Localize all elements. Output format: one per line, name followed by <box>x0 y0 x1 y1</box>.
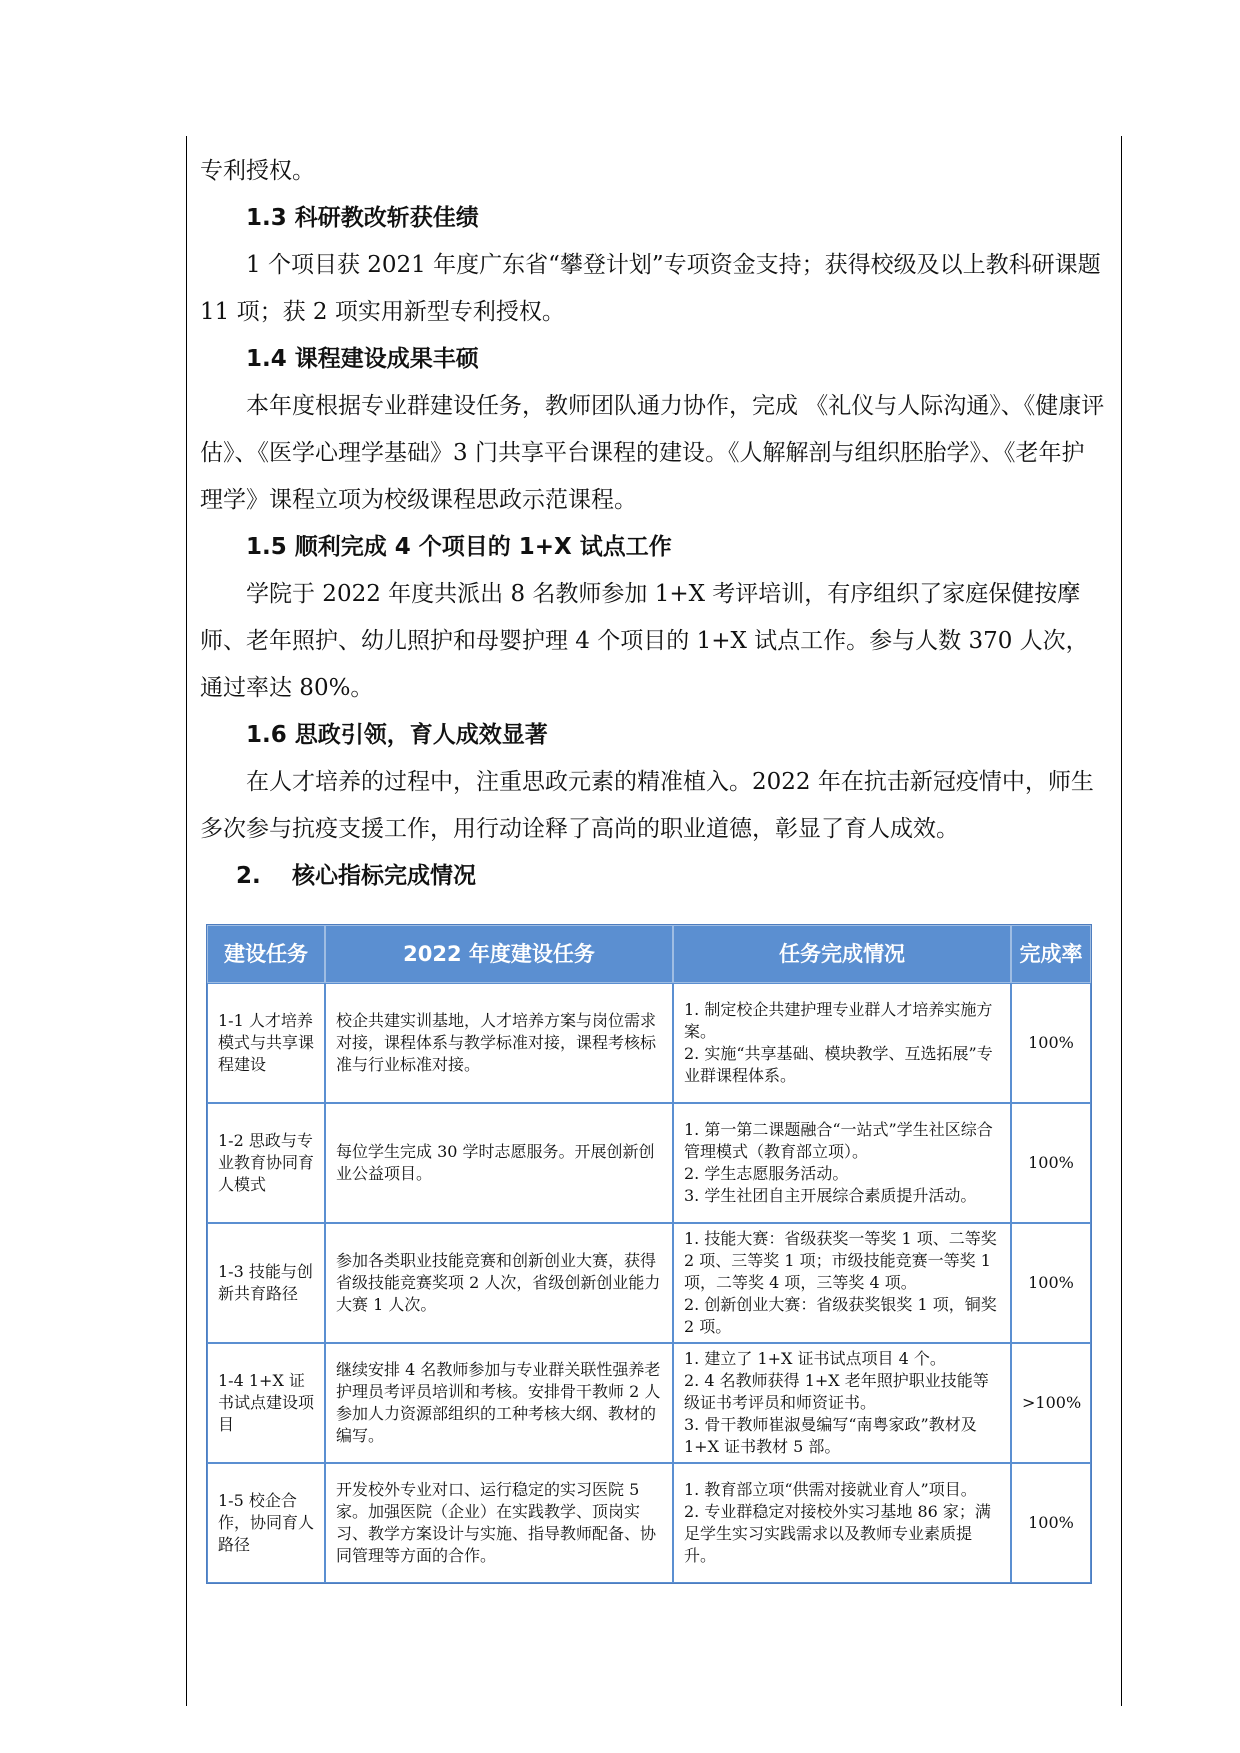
done-item: 1. 制定校企共建护理专业群人才培养实施方案。 <box>684 1000 993 1041</box>
table-row <box>207 1103 1091 1223</box>
done-item: 1. 教育部立项“供需对接就业育人”项目。 <box>684 1480 977 1499</box>
heading-1-4: 1.4 课程建设成果丰硕 <box>246 346 479 372</box>
done-item: 1. 建立了 1+X 证书试点项目 4 个。 <box>684 1349 946 1368</box>
cell-task: 1-2 思政与专业教育协同育人模式 <box>207 1103 325 1223</box>
done-item: 1. 技能大赛：省级获奖一等奖 1 项、二等奖 2 项、三等奖 1 项；市级技能竞赛一等奖 1 项，二等奖 4 项，三等奖 4 项。 <box>684 1229 997 1292</box>
section-number: 2. <box>236 863 261 889</box>
cell-task: 1-5 校企合作，协同育人路径 <box>207 1463 325 1583</box>
cell-task: 1-4 1+X 证书试点建设项目 <box>207 1343 325 1463</box>
table-row <box>207 1343 1091 1463</box>
cell-done <box>673 983 1011 1103</box>
header-done: 任务完成情况 <box>673 925 1011 983</box>
paragraph-continuation: 专利授权。 <box>200 158 315 184</box>
paragraph-1-3: 1 个项目获 2021 年度广东省“攀登计划”专项资金支持；获得校级及以上教科研课题 11 项；获 2 项实用新型专利授权。 <box>200 252 1101 325</box>
table-row <box>207 983 1091 1103</box>
done-item: 1. 第一第二课题融合“一站式”学生社区综合管理模式（教育部立项）。 <box>684 1120 993 1161</box>
paragraph-1-4: 本年度根据专业群建设任务，教师团队通力协作，完成 《礼仪与人际沟通》、《健康评估》、《医学心理学基础》3 门共享平台课程的建设。《人解解剖与组织胚胎学》、《老年护理学》课程立项为校级课程思政示范课程。 <box>200 393 1105 513</box>
done-item: 2. 4 名教师获得 1+X 老年照护职业技能等级证书考评员和师资证书。 <box>684 1371 989 1412</box>
heading-1-3: 1.3 科研教改斩获佳绩 <box>246 205 479 231</box>
done-item: 2. 专业群稳定对接校外实习基地 86 家；满足学生实习实践需求以及教师专业素质提升。 <box>684 1502 991 1565</box>
table-header-row <box>207 925 1091 983</box>
cell-rate: >100% <box>1011 1343 1091 1463</box>
header-rate: 完成率 <box>1011 925 1091 983</box>
core-indicator-table <box>206 924 1092 1584</box>
cell-plan: 参加各类职业技能竞赛和创新创业大赛，获得省级技能竞赛奖项 2 人次，省级创新创业能力大赛 1 人次。 <box>325 1223 673 1343</box>
cell-done <box>673 1103 1011 1223</box>
table-row <box>207 1463 1091 1583</box>
header-task: 建设任务 <box>207 925 325 983</box>
cell-plan: 每位学生完成 30 学时志愿服务。开展创新创业公益项目。 <box>325 1103 673 1223</box>
done-item: 3. 骨干教师崔淑曼编写“南粤家政”教材及 1+X 证书教材 5 部。 <box>684 1415 977 1456</box>
cell-rate: 100% <box>1011 983 1091 1103</box>
done-item: 3. 学生社团自主开展综合素质提升活动。 <box>684 1186 977 1205</box>
heading-section-2 <box>200 853 1106 900</box>
header-plan: 2022 年度建设任务 <box>325 925 673 983</box>
document-body <box>200 148 1106 900</box>
done-item: 2. 学生志愿服务活动。 <box>684 1164 849 1183</box>
section-title: 核心指标完成情况 <box>292 863 476 889</box>
cell-task: 1-1 人才培养模式与共享课程建设 <box>207 983 325 1103</box>
heading-1-6: 1.6 思政引领，育人成效显著 <box>246 722 548 748</box>
table-row <box>207 1223 1091 1343</box>
cell-done <box>673 1343 1011 1463</box>
cell-plan: 继续安排 4 名教师参加与专业群关联性强养老护理员考评员培训和考核。安排骨干教师 2 人参加人力资源部组织的工种考核大纲、教材的编写。 <box>325 1343 673 1463</box>
cell-done <box>673 1223 1011 1343</box>
heading-1-5: 1.5 顺利完成 4 个项目的 1+X 试点工作 <box>246 534 672 560</box>
paragraph-1-5: 学院于 2022 年度共派出 8 名教师参加 1+X 考评培训，有序组织了家庭保健按摩师、老年照护、幼儿照护和母婴护理 4 个项目的 1+X 试点工作。参与人数 370 人次，通过率达 80%。 <box>200 581 1089 701</box>
done-item: 2. 实施“共享基础、模块教学、互选拓展”专业群课程体系。 <box>684 1044 993 1085</box>
cell-plan: 校企共建实训基地，人才培养方案与岗位需求对接，课程体系与教学标准对接，课程考核标准与行业标准对接。 <box>325 983 673 1103</box>
cell-rate: 100% <box>1011 1103 1091 1223</box>
cell-task: 1-3 技能与创新共育路径 <box>207 1223 325 1343</box>
cell-rate: 100% <box>1011 1463 1091 1583</box>
cell-plan: 开发校外专业对口、运行稳定的实习医院 5 家。加强医院（企业）在实践教学、顶岗实习、教学方案设计与实施、指导教师配备、协同管理等方面的合作。 <box>325 1463 673 1583</box>
done-item: 2. 创新创业大赛：省级获奖银奖 1 项，铜奖 2 项。 <box>684 1295 997 1336</box>
paragraph-1-6: 在人才培养的过程中，注重思政元素的精准植入。2022 年在抗击新冠疫情中，师生多次参与抗疫支援工作，用行动诠释了高尚的职业道德，彰显了育人成效。 <box>200 769 1094 842</box>
cell-done <box>673 1463 1011 1583</box>
cell-rate: 100% <box>1011 1223 1091 1343</box>
